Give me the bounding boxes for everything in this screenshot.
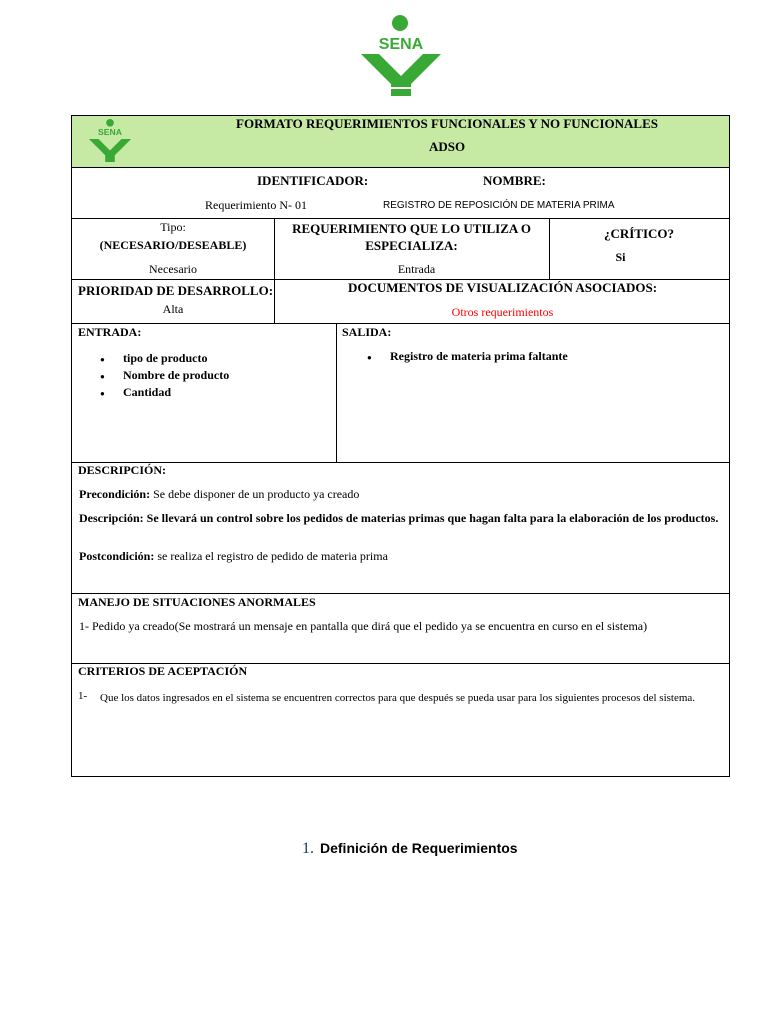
section-title: Definición de Requerimientos — [320, 840, 518, 856]
requerimiento-value: Entrada — [397, 262, 436, 276]
form-subtitle: ADSO — [428, 139, 466, 154]
descripcion-sub-label: Descripción: — [79, 511, 144, 525]
manejo-section — [71, 594, 730, 664]
list-item: ● Cantidad — [78, 384, 229, 401]
requirements-form — [71, 115, 730, 777]
nombre-label: NOMBRE: — [483, 173, 546, 188]
prioridad-label: PRIORIDAD DE DESARROLLO: — [78, 283, 274, 298]
section-number: 1. — [302, 840, 314, 857]
criterios-text: Que los datos ingresados en el sistema se encuentren correctos para que después se pueda usar para los siguientes procesos del sistema. — [100, 692, 696, 704]
precondicion — [79, 487, 721, 502]
critico-label: ¿CRÍTICO? — [603, 226, 675, 241]
documentos-value: Otros requerimientos — [451, 305, 554, 319]
sena-logo-small — [86, 118, 134, 162]
entrada-label: ENTRADA: — [78, 325, 142, 339]
svg-text:SENA: SENA — [378, 36, 424, 53]
descripcion-text: Se llevará un control sobre los pedidos de materias primas que hagan falta para la elaboración de los productos. — [143, 511, 719, 525]
identificador-value: Requerimiento N- 01 — [205, 198, 307, 212]
tipo-value: Necesario — [149, 262, 197, 276]
sena-logo — [357, 14, 445, 96]
requerimiento-label-1: REQUERIMIENTO QUE LO UTILIZA O — [292, 221, 531, 236]
prioridad-value: Alta — [162, 302, 184, 316]
tipo-row — [71, 219, 730, 280]
descripcion-section — [71, 463, 730, 594]
tipo-label: Tipo: — [160, 220, 186, 234]
section-heading — [302, 840, 518, 858]
entrada-salida-row — [71, 324, 730, 463]
prioridad-row — [71, 280, 730, 324]
postcondicion-text: se realiza el registro de pedido de materia prima — [154, 549, 388, 563]
list-item: ● Nombre de producto — [78, 367, 229, 384]
criterios-section — [71, 664, 730, 777]
descripcion-text-block — [79, 511, 721, 526]
requerimiento-label-2: ESPECIALIZA: — [365, 238, 458, 253]
identificador-label: IDENTIFICADOR: — [257, 173, 369, 188]
precondicion-label: Precondición: — [79, 487, 151, 501]
nombre-value: REGISTRO DE REPOSICIÓN DE MATERIA PRIMA — [383, 200, 615, 211]
list-item: ● tipo de producto — [78, 350, 229, 367]
critico-value: Si — [615, 250, 626, 264]
criterios-label: CRITERIOS DE ACEPTACIÓN — [78, 664, 248, 678]
identificador-row — [71, 168, 730, 219]
manejo-label: MANEJO DE SITUACIONES ANORMALES — [78, 595, 316, 609]
list-item: ● Registro de materia prima faltante — [345, 348, 568, 365]
precondicion-text: Se debe disponer de un producto ya creado — [150, 487, 360, 501]
documentos-label: DOCUMENTOS DE VISUALIZACIÓN ASOCIADOS: — [347, 280, 658, 295]
criterios-number: 1- — [78, 690, 88, 702]
form-header — [71, 115, 730, 168]
tipo-options: (NECESARIO/DESEABLE) — [99, 238, 247, 252]
form-title: FORMATO REQUERIMIENTOS FUNCIONALES Y NO FUNCIONALES — [236, 116, 658, 131]
entrada-list — [78, 350, 229, 401]
svg-text:SENA: SENA — [98, 127, 122, 138]
postcondicion — [79, 549, 721, 564]
postcondicion-label: Postcondición: — [79, 549, 155, 563]
descripcion-label: DESCRIPCIÓN: — [78, 463, 167, 477]
salida-list — [345, 348, 568, 365]
manejo-text: 1- Pedido ya creado(Se mostrará un mensaje en pantalla que dirá que el pedido ya se encuentra en curso en el sistema) — [79, 619, 648, 633]
salida-label: SALIDA: — [342, 325, 392, 339]
